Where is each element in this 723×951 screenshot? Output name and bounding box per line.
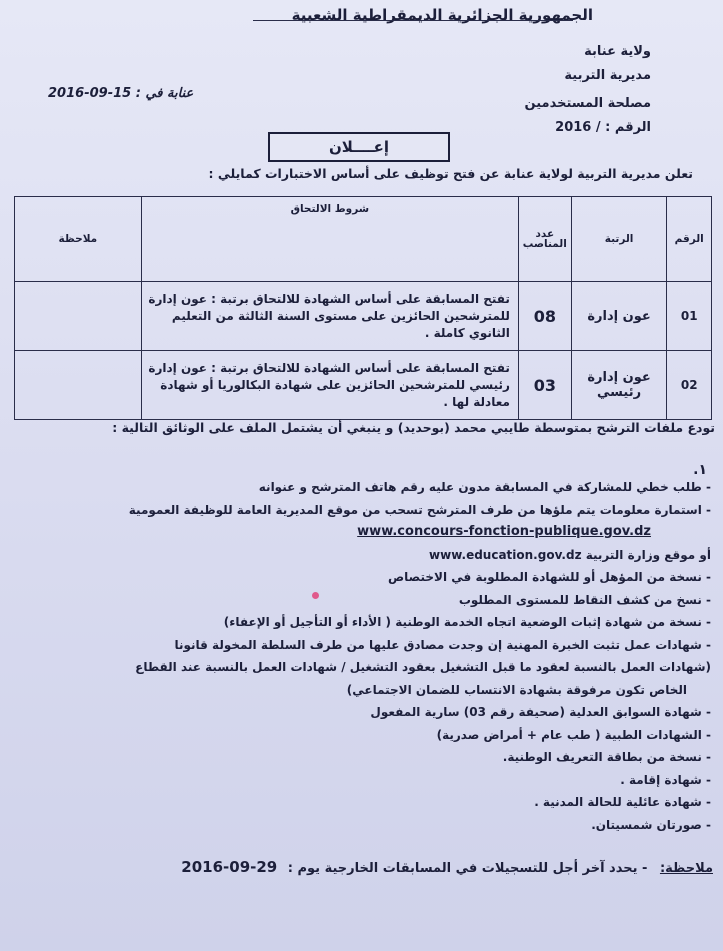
row-conditions: تفتح المسابقة على أساس الشهادة للالتحاق برتبة : عون إدارة للمترشحين الحائزين على مستوى السنة الثالثة من التعليم الثانوي كاملة . — [141, 282, 518, 351]
list-item: - استمارة معلومات يتم ملؤها من طرف المترشح تسحب من موقع المديرية العامة للوظيفة العمومية — [128, 502, 711, 517]
list-item: - شهادة عائلية للحالة المدنية . — [534, 795, 711, 809]
list-item: - الشهادات الطبية ( طب عام + أمراض صدرية) — [436, 727, 711, 742]
list-item: - نسخ من كشف النقاط للمستوى المطلوب — [458, 592, 711, 607]
header-grade: الرتبة — [571, 197, 667, 282]
header-posts: عدد المناصب — [518, 197, 571, 282]
list-item: - صورتان شمسيتان. — [591, 817, 711, 832]
table-header-row — [15, 197, 712, 282]
list-item: - شهادات عمل تثبت الخبرة المهنية إن وجدت مصادق عليها من طرف السلطة المخولة قانونا — [174, 637, 711, 652]
header-conditions: شروط الالتحاق — [141, 197, 518, 282]
deadline-note — [90, 858, 713, 876]
place-date: عنابة في : 15-09-2016 — [48, 86, 194, 101]
list-item: - طلب خطي للمشاركة في المسابقة مدون عليه رقم هاتف المترشح و عنوانه — [258, 480, 711, 494]
republic-heading: الجمهورية الجزائرية الديمقراطية الشعبية — [291, 6, 593, 24]
list-item: - نسخة من شهادة إثبات الوضعية اتجاه الخدمة الوطنية ( الأداء أو التأجيل أو الإعفاء) — [223, 615, 711, 629]
positions-table — [14, 196, 712, 420]
row-num: 02 — [667, 351, 712, 420]
header-notes: ملاحظة — [15, 197, 142, 282]
list-item: (شهادات العمل بالنسبة لعقود ما قبل التشغيل بعقود التشغيل / شهادات العمل بالنسبة عند القطاع — [135, 660, 711, 674]
ink-dot — [312, 592, 319, 599]
note-label: ملاحظة: — [659, 861, 713, 876]
list-marker: ١. — [693, 462, 707, 478]
deposit-instructions: تودع ملفات الترشح بمتوسطة طايبي محمد (بوحديد) و ينبغي أن يشتمل الملف على الوثائق التالية : — [112, 420, 715, 435]
heading-underline — [253, 20, 573, 21]
row-num: 01 — [667, 282, 712, 351]
wilaya-label: ولاية عنابة — [584, 44, 651, 59]
website-link[interactable]: www.concours-fonction-publique.gov.dz — [357, 524, 651, 539]
row-posts: 03 — [518, 351, 571, 420]
intro-text: تعلن مديرية التربية لولاية عنابة عن فتح توظيف على أساس الاختبارات كمايلي : — [208, 166, 693, 181]
row-notes — [15, 282, 142, 351]
list-item: - شهادة السوابق العدلية (صحيفة رقم 03) سارية المفعول — [370, 705, 711, 719]
directorate-label: مديرية التربية — [564, 68, 651, 83]
note-text: - يحدد آخر أجل للتسجيلات في المسابقات الخارجية يوم : — [287, 861, 648, 876]
reference-number: الرقم : / 2016 — [555, 120, 651, 135]
table-row — [15, 351, 712, 420]
row-posts: 08 — [518, 282, 571, 351]
list-item: أو موقع وزارة التربية www.education.gov.dz — [429, 547, 711, 562]
row-grade: عون إدارة رئيسي — [571, 351, 667, 420]
list-item: - شهادة إقامة . — [620, 772, 711, 787]
service-label: مصلحة المستخدمين — [524, 96, 651, 111]
table-row — [15, 282, 712, 351]
deadline-date: 2016-09-29 — [181, 858, 278, 876]
row-notes — [15, 351, 142, 420]
list-item: الخاص تكون مرفوقة بشهادة الانتساب للضمان الاجتماعي) — [346, 682, 687, 697]
row-conditions: تفتح المسابقة على أساس الشهادة للالتحاق برتبة : عون إدارة رئيسي للمترشحين الحائزين على شهادة البكالوريا أو شهادة معادلة لها . — [141, 351, 518, 420]
header-num: الرقم — [667, 197, 712, 282]
announcement-title: إعــــلان — [268, 132, 450, 162]
list-item: - نسخة من المؤهل أو للشهادة المطلوبة في الاختصاص — [388, 570, 711, 584]
documents-list — [5, 476, 711, 836]
row-grade: عون إدارة — [571, 282, 667, 351]
list-item: - نسخة من بطاقة التعريف الوطنية. — [502, 750, 711, 764]
